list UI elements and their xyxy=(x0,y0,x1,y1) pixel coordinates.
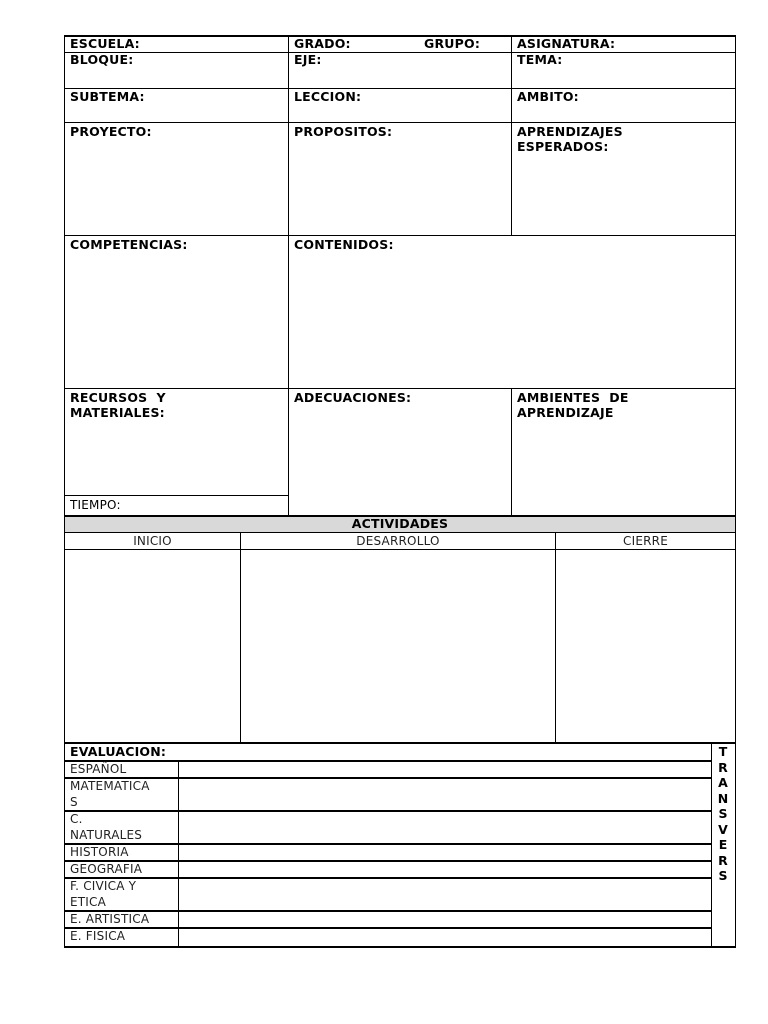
evaluacion-subject-field[interactable] xyxy=(179,779,711,810)
competencias-label: COMPETENCIAS: xyxy=(70,237,188,252)
evaluacion-subject-field[interactable] xyxy=(179,862,711,877)
evaluacion-subject-label: ESPAÑOL xyxy=(70,762,127,776)
table-border-top xyxy=(64,35,736,37)
evaluacion-subject-field[interactable] xyxy=(179,879,711,910)
vline xyxy=(288,35,289,516)
evaluacion-subject-label: GEOGRAFIA xyxy=(70,862,143,876)
escuela-label: ESCUELA: xyxy=(70,36,140,51)
grupo-label: GRUPO: xyxy=(424,36,481,51)
tiempo-label: TIEMPO: xyxy=(70,498,121,512)
leccion-label: LECCION: xyxy=(294,89,362,104)
asignatura-label: ASIGNATURA: xyxy=(517,36,616,51)
tema-label: TEMA: xyxy=(517,52,563,67)
hline xyxy=(64,495,288,496)
evaluacion-subject-label: C. NATURALES xyxy=(70,812,143,842)
desarrollo-header: DESARROLLO xyxy=(356,534,440,548)
evaluacion-subject-label: MATEMATICA S xyxy=(70,779,150,809)
actividades-title: ACTIVIDADES xyxy=(351,516,449,531)
evaluacion-subject-field[interactable] xyxy=(179,912,711,927)
evaluacion-subject-field[interactable] xyxy=(179,845,711,860)
table-border-bottom xyxy=(64,946,736,948)
evaluacion-subject-field[interactable] xyxy=(179,812,711,843)
evaluacion-subject-label: E. ARTISTICA xyxy=(70,912,150,926)
table-border-right xyxy=(735,35,736,948)
vline xyxy=(555,533,556,743)
aprendizajes-label-line1: APRENDIZAJES xyxy=(517,124,623,139)
hline xyxy=(64,88,736,89)
vline xyxy=(511,35,512,236)
vline xyxy=(240,533,241,743)
evaluacion-label: EVALUACION: xyxy=(70,744,167,759)
recursos-label-line2: MATERIALES: xyxy=(70,405,165,420)
evaluacion-subject-label: F. CIVICA Y ETICA xyxy=(70,879,137,909)
hline xyxy=(64,235,736,236)
cierre-header: CIERRE xyxy=(623,534,668,548)
eje-label: EJE: xyxy=(294,52,322,67)
ambientes-label-line2: APRENDIZAJE xyxy=(517,405,614,420)
adecuaciones-label: ADECUACIONES: xyxy=(294,390,412,405)
vline xyxy=(511,388,512,516)
evaluacion-subject-label: E. FISICA xyxy=(70,929,126,943)
evaluacion-subject-label: HISTORIA xyxy=(70,845,129,859)
ambito-label: AMBITO: xyxy=(517,89,579,104)
bloque-label: BLOQUE: xyxy=(70,52,134,67)
grado-label: GRADO: xyxy=(294,36,351,51)
recursos-label-line1: RECURSOS Y xyxy=(70,390,166,405)
contenidos-label: CONTENIDOS: xyxy=(294,237,394,252)
hline xyxy=(64,549,736,550)
evaluacion-subject-field[interactable] xyxy=(179,762,711,777)
hline xyxy=(64,388,736,389)
hline xyxy=(64,52,736,53)
proyecto-label: PROYECTO: xyxy=(70,124,152,139)
hline xyxy=(64,122,736,123)
inicio-header: INICIO xyxy=(133,534,172,548)
aprendizajes-label-line2: ESPERADOS: xyxy=(517,139,609,154)
subtema-label: SUBTEMA: xyxy=(70,89,145,104)
evaluacion-subject-field[interactable] xyxy=(179,929,711,946)
propositos-label: PROPOSITOS: xyxy=(294,124,393,139)
ambientes-label-line1: AMBIENTES DE xyxy=(517,390,629,405)
transvers-vertical-label: T R A N S V E R S xyxy=(717,744,729,883)
